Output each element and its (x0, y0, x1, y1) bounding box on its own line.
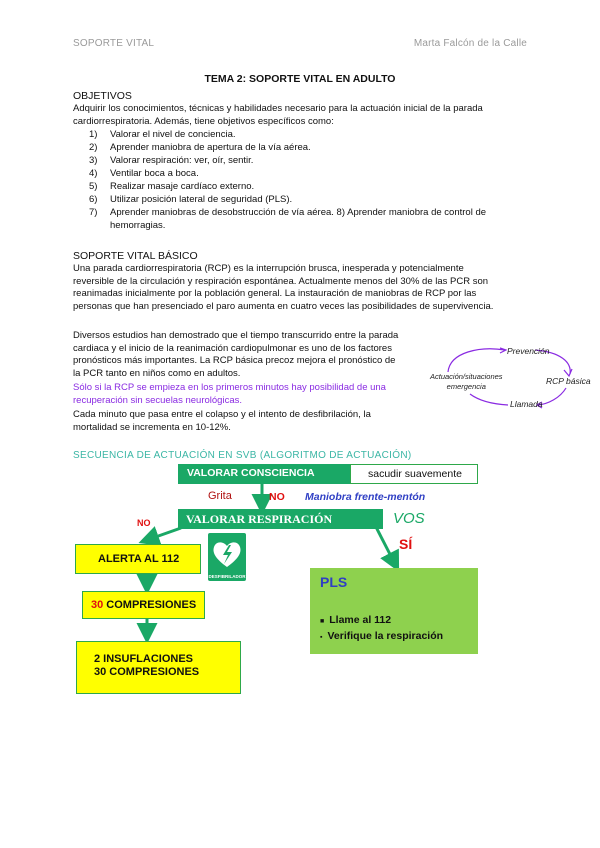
algorithm-heading: SECUENCIA DE ACTUACIÓN EN SVB (ALGORITMO DE ACTUACIÓN) (73, 450, 412, 461)
objetivo-item: 3) Valorar respiración: ver, oír, sentir. (89, 155, 254, 166)
objetivos-heading: OBJETIVOS (73, 90, 132, 102)
cycle-label-top: Prevención (507, 346, 550, 356)
svb-paragraph-1: Una parada cardiorrespiratoria (RCP) es la interrupción brusca, inesperada y potencialmente reversible de la circulación y respiración espontánea. Actualmente menos del 30% de las PCR son reanimadas inicialmente por la población general. La instauración de maniobras de RCP por las personas que han presenciado el paro aumenta en cuatro veces las posibilidades de supervivencia. (73, 263, 494, 312)
alerta-112-label: ALERTA AL 112 (98, 553, 180, 565)
valorar-respiracion-box (178, 509, 383, 529)
cycle-label-right: RCP básica (546, 376, 591, 386)
cycle-arc-bottom-left (470, 394, 508, 405)
vos-label: VOS (393, 510, 425, 527)
compresiones-box (82, 591, 205, 619)
objetivo-item: 2) Aprender maniobra de apertura de la vía aérea. (89, 142, 311, 153)
pls-box (310, 568, 478, 654)
pls-list (320, 613, 443, 645)
header-right: Marta Falcón de la Calle (413, 38, 527, 49)
arrow-respiracion-alerta (147, 528, 181, 540)
no-label-2: NO (137, 518, 151, 528)
objetivo-item: 4) Ventilar boca a boca. (89, 168, 199, 179)
valorar-consciencia-label: VALORAR CONSCIENCIA (187, 467, 315, 479)
objetivos-list (73, 128, 530, 232)
objetivos-intro-line1: Adquirir los conocimientos, técnicas y habilidades necesario para la actuación inicial de la parada (73, 103, 483, 114)
maniobra-label: Maniobra frente-mentón (305, 491, 426, 503)
svb-heading: SOPORTE VITAL BÁSICO (73, 250, 198, 262)
sacudir-box (350, 464, 478, 484)
defibrillator-icon (208, 533, 246, 581)
header-left: SOPORTE VITAL (73, 38, 155, 49)
svb-paragraph-3: Sólo si la RCP se empieza en los primeros minutos hay posibilidad de una recuperación sin secuelas neurológicas. (73, 382, 386, 406)
compresiones-label: 30 COMPRESIONES (91, 599, 197, 611)
defibrillator-label: DESFIBRILADOR (208, 574, 246, 579)
pls-title: PLS (320, 574, 348, 590)
no-label-1: NO (269, 491, 285, 503)
arrow-respiracion-pls (376, 527, 395, 564)
page-title: TEMA 2: SOPORTE VITAL EN ADULTO (204, 73, 396, 85)
objetivos-intro (73, 103, 483, 128)
cycle-arrowhead-right (564, 369, 572, 376)
cycle-arc-top-left (448, 349, 505, 372)
insuflaciones-label: 2 INSUFLACIONES 30 COMPRESIONES (94, 653, 200, 678)
svb-paragraph-2: Diversos estudios han demostrado que el tiempo transcurrido entre la parada cardiaca y el inicio de la reanimación cardiopulmonar es uno de los factores pronósticos más importantes. La RCP básica precoz mejora el pronóstico de la PCR tanto en niños como en adultos. (73, 330, 399, 379)
cycle-label-left: Actuación/situaciones emergencia (430, 372, 503, 391)
svb-paragraph-4: Cada minuto que pasa entre el colapso y el intento de desfibrilación, la mortalidad se incrementa en 10-12%. (73, 409, 371, 433)
grita-label: Grita (208, 490, 232, 502)
cycle-label-bottom: Llamada (510, 399, 543, 409)
cycle-arrowhead-top (500, 348, 506, 353)
valorar-consciencia-box (178, 464, 350, 484)
objetivo-item: 7) Aprender maniobras de desobstrucción de vía aérea. 8) Aprender maniobra de control de hemorragias. (89, 207, 487, 231)
objetivo-item: 1) Valorar el nivel de conciencia. (89, 129, 236, 140)
alerta-112-box (75, 544, 201, 574)
pls-item: ▪ Verifique la respiración (320, 630, 444, 642)
pls-item: ■ Llame al 112 (320, 614, 392, 626)
objetivo-item: 6) Utilizar posición lateral de seguridad (PLS). (89, 194, 293, 205)
si-label: SÍ (399, 536, 413, 552)
insuflaciones-box (76, 641, 241, 694)
objetivo-item: 5) Realizar masaje cardíaco externo. (89, 181, 255, 192)
valorar-respiracion-label: VALORAR RESPIRACIÓN (186, 512, 333, 526)
sacudir-label: sacudir suavemente (368, 468, 462, 480)
objetivos-intro-line2: cardiorrespiratoria. Además, tiene objetivos específicos como: (73, 115, 334, 127)
